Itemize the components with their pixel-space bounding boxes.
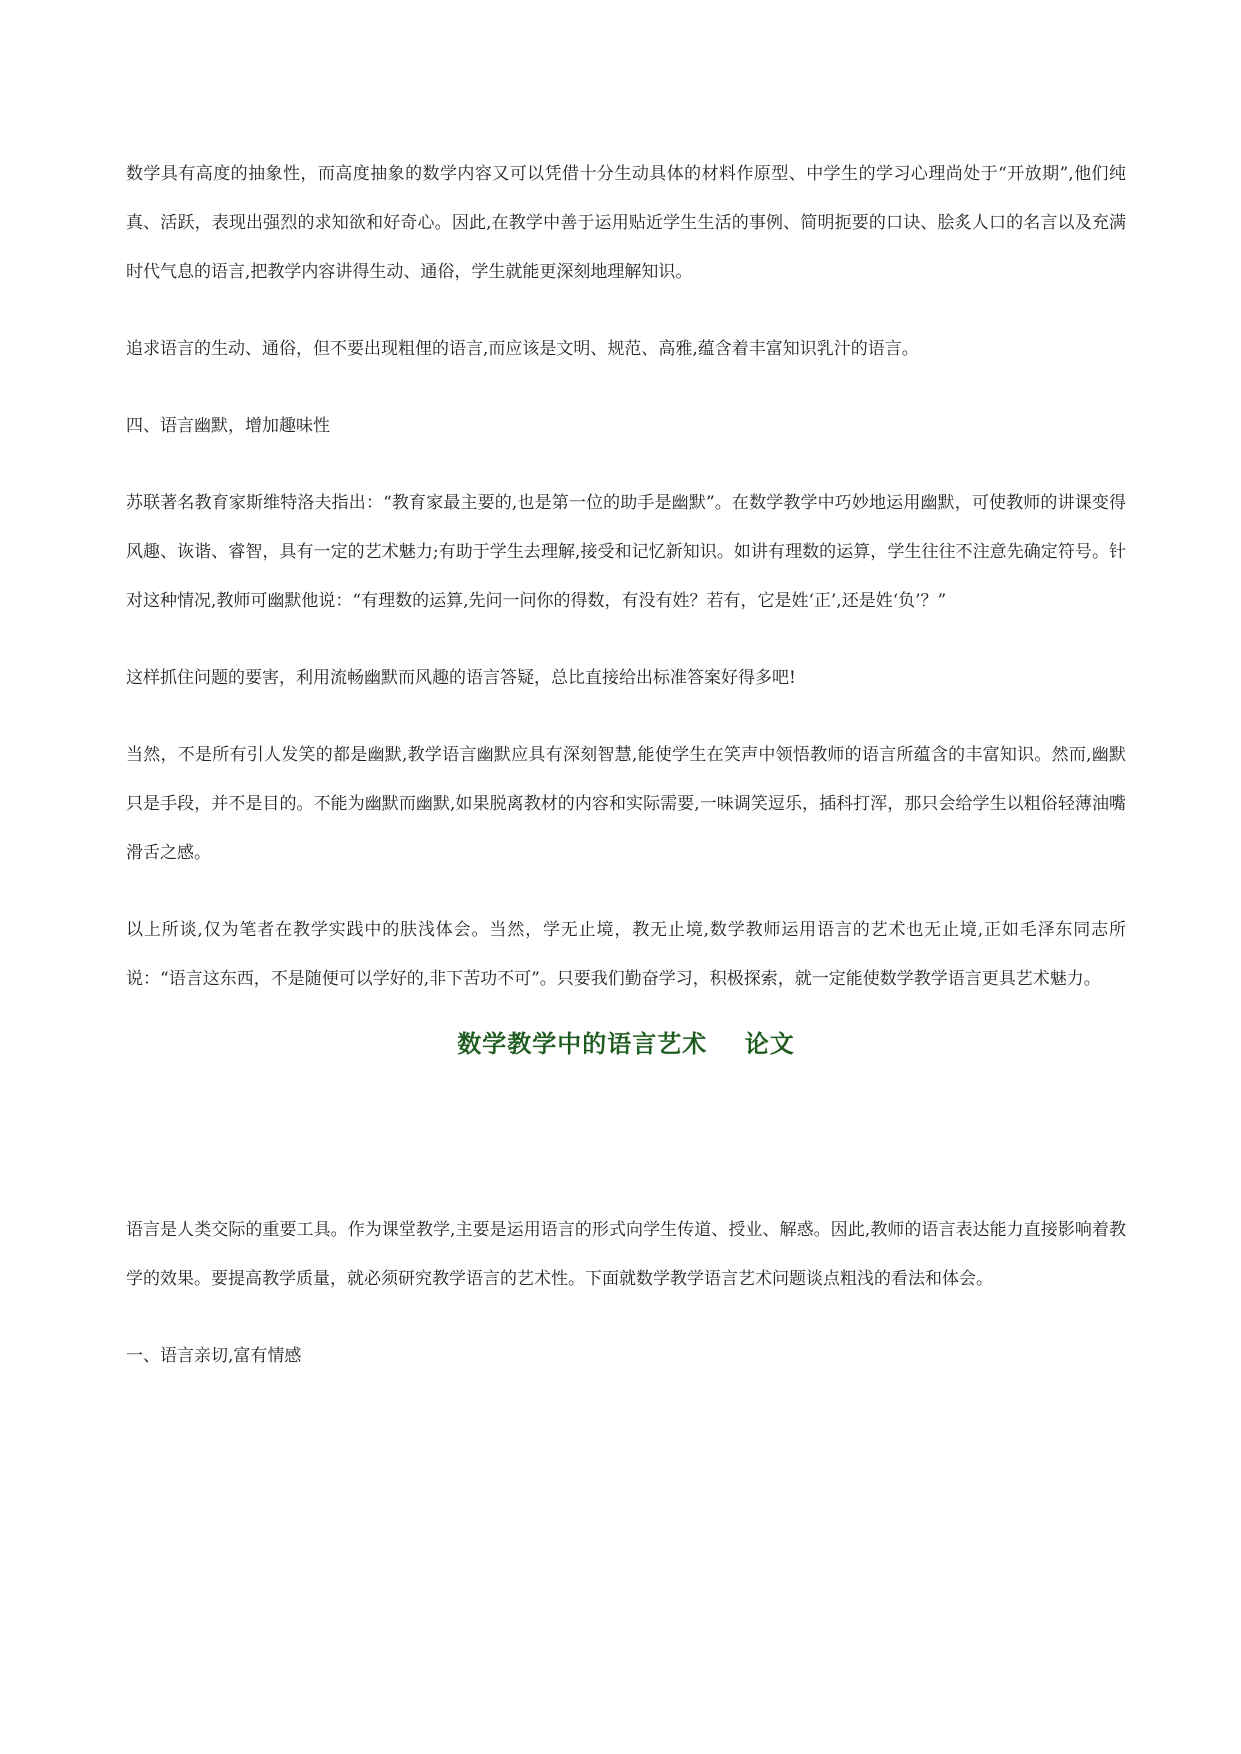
document-page — [126, 150, 1126, 1381]
section-heading-warmth: 一、语言亲切,富有情感 — [126, 1346, 302, 1366]
document-title: 数学教学中的语言艺术 论文 — [457, 1030, 795, 1058]
paragraph-humor-caution: 当然，不是所有引人发笑的都是幽默,教学语言幽默应具有深刻智慧,能使学生在笑声中领悟教师的语言所蕴含的丰富知识。然而,幽默只是手段，并不是目的。不能为幽默而幽默,如果脱离教材的内容和实际需要,一味调笑逗乐，插科打浑，那只会给学生以粗俗轻薄油嘴滑舌之感。 — [126, 745, 1126, 863]
paragraph-humor-quote: 苏联著名教育家斯维特洛夫指出：“教育家最主要的,也是第一位的助手是幽默”。在数学教学中巧妙地运用幽默，可使教师的讲课变得风趣、诙谐、睿智，具有一定的艺术魅力;有助于学生去理解,接受和记忆新知识。如讲有理数的运算，学生往往不注意先确定符号。针对这种情况,教师可幽默他说：“有理数的运算,先问一问你的得数，有没有姓？若有，它是姓‘正’,还是姓‘负’？” — [126, 493, 1126, 611]
title-block — [126, 1004, 1126, 1134]
paragraph-introduction: 语言是人类交际的重要工具。作为课堂教学,主要是运用语言的形式向学生传道、授业、解惑。因此,教师的语言表达能力直接影响着教学的效果。要提高教学质量，就必须研究教学语言的艺术性。下面就数学教学语言艺术问题谈点粗浅的看法和体会。 — [126, 1220, 1126, 1289]
paragraph-vivid-language: 追求语言的生动、通俗，但不要出现粗俚的语言,而应该是文明、规范、高雅,蕴含着丰富知识乳汁的语言。 — [126, 339, 919, 359]
paragraph-abstract-nature: 数学具有高度的抽象性，而高度抽象的数学内容又可以凭借十分生动具体的材料作原型、中学生的学习心理尚处于“开放期”,他们纯真、活跃，表现出强烈的求知欲和好奇心。因此,在教学中善于运用贴近学生生活的事例、简明扼要的口诀、脍炙人口的名言以及充满时代气息的语言,把教学内容讲得生动、通俗，学生就能更深刻地理解知识。 — [126, 164, 1126, 282]
section-heading-humor: 四、语言幽默，增加趣味性 — [126, 416, 330, 436]
paragraph-humor-example: 这样抓住问题的要害，利用流畅幽默而风趣的语言答疑，总比直接给出标准答案好得多吧! — [126, 668, 796, 688]
paragraph-conclusion: 以上所谈,仅为笔者在教学实践中的肤浅体会。当然，学无止境，教无止境,数学教师运用语言的艺术也无止境,正如毛泽东同志所说：“语言这东西，不是随便可以学好的,非下苦功不可”。只要我们勤奋学习，积极探索，就一定能使数学教学语言更具艺术魅力。 — [126, 920, 1126, 989]
